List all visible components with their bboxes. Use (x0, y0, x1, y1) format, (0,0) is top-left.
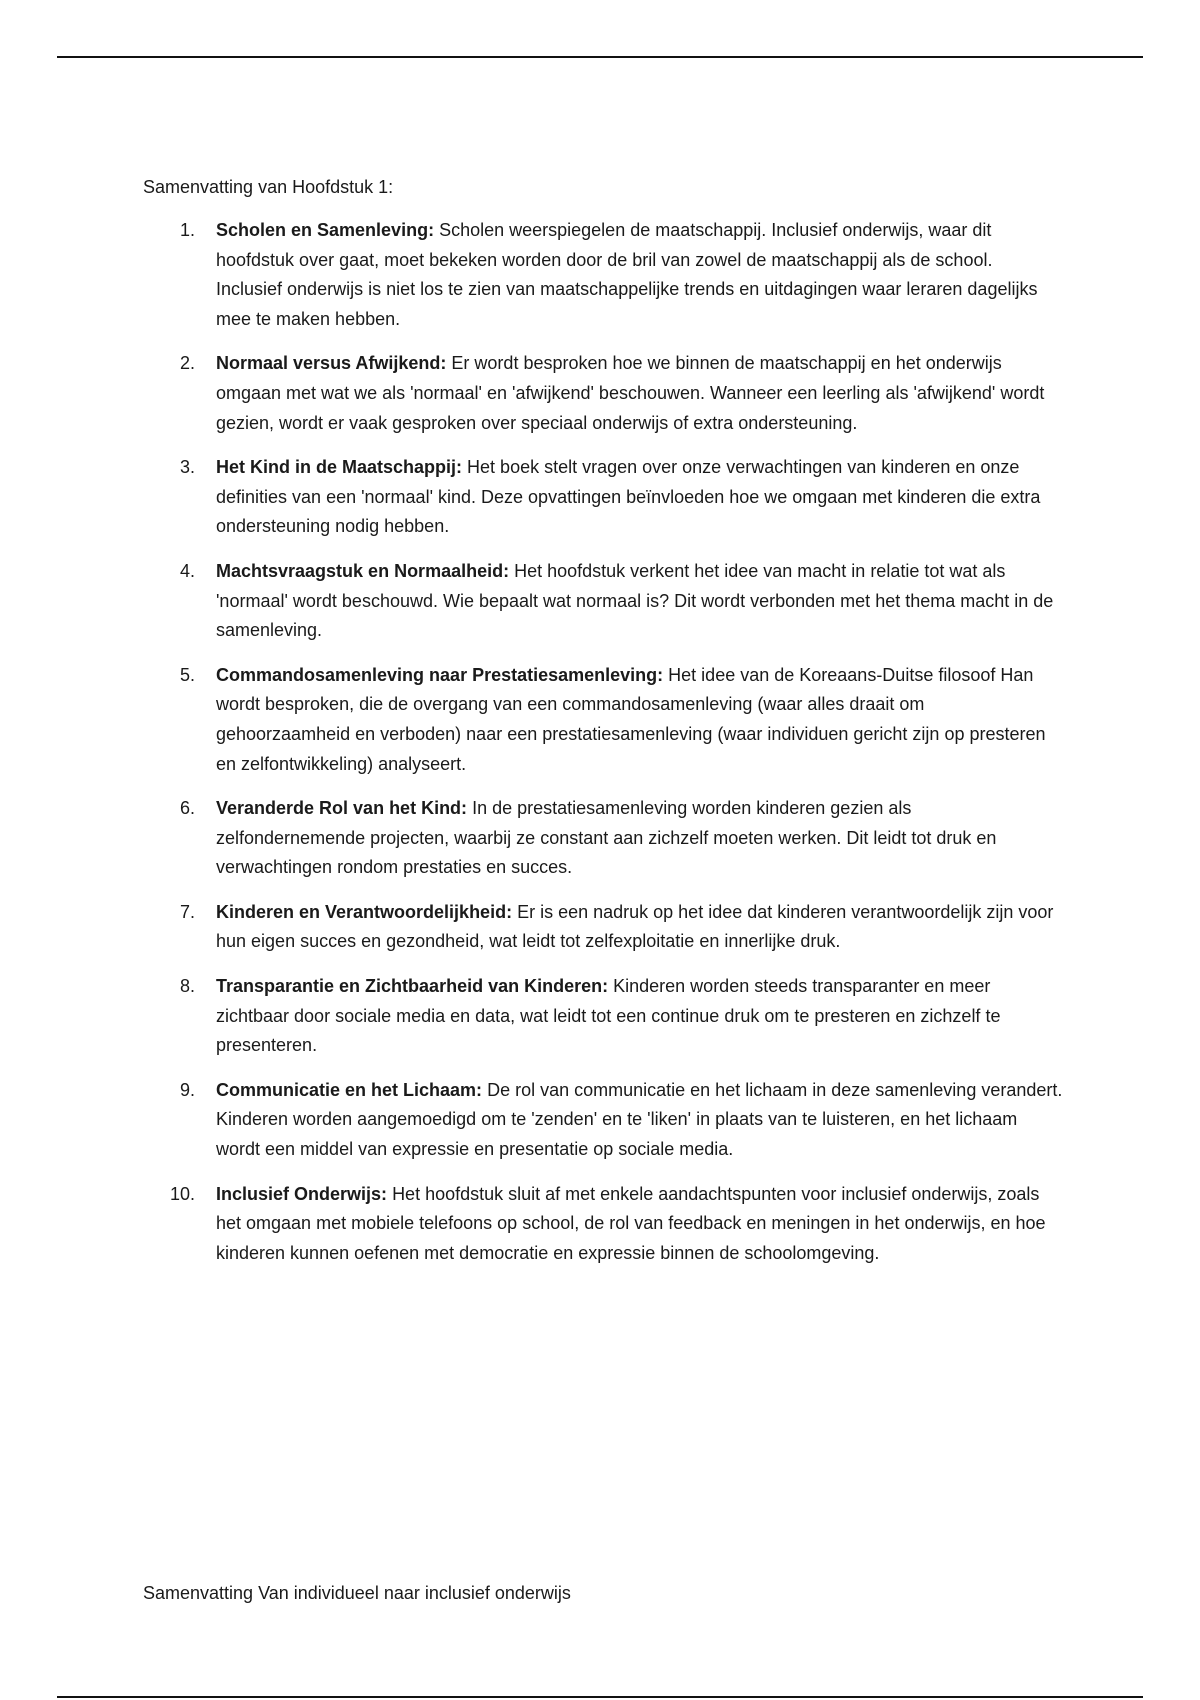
list-item-text: Kinderen worden steeds transparanter en meer zichtbaar door sociale media en data, wat leidt tot een continue druk om te presteren en zichzelf te presenteren. (216, 976, 1001, 1056)
list-item-text: Het boek stelt vragen over onze verwachtingen van kinderen en onze definities van een 'normaal' kind. Deze opvattingen beïnvloeden hoe we omgaan met kinderen die extra ondersteuning nodig hebben. (216, 457, 1041, 537)
summary-list (143, 216, 1063, 1283)
list-item-text: Het hoofdstuk verkent het idee van macht in relatie tot wat als 'normaal' wordt beschouwd. Wie bepaalt wat normaal is? Dit wordt verbonden met het thema macht in de samenleving. (216, 560, 1054, 641)
bottom-rule (57, 1696, 1143, 1698)
list-item (143, 972, 1063, 1061)
list-item-title: Veranderde Rol van het Kind: (216, 798, 468, 819)
list-item-number: 6. (179, 798, 195, 819)
list-item-text: Het hoofdstuk sluit af met enkele aandachtspunten voor inclusief onderwijs, zoals het omgaan met mobiele telefoons op school, de rol van feedback en meningen in het onderwijs, en hoe kinderen kunnen oefenen met democratie en expressie binnen de schoolomgeving. (216, 1183, 1046, 1263)
document-footer: Samenvatting Van individueel naar inclusief onderwijs (143, 1583, 571, 1603)
list-item (143, 557, 1063, 646)
list-item (143, 453, 1063, 542)
document-heading: Samenvatting van Hoofdstuk 1: (143, 177, 394, 197)
list-item-number: 10. (169, 1183, 195, 1204)
list-item (143, 216, 1063, 334)
list-item (143, 349, 1063, 438)
list-item-title: Communicatie en het Lichaam: (216, 1079, 483, 1100)
list-item-text: De rol van communicatie en het lichaam in deze samenleving verandert. Kinderen worden aangemoedigd om te 'zenden' en te 'liken' in plaats van te luisteren, en het lichaam wordt een middel van expressie en presentatie op sociale media. (216, 1079, 1063, 1160)
list-item-number: 1. (179, 220, 195, 240)
list-item-title: Scholen en Samenleving: (216, 220, 435, 240)
list-item-title: Normaal versus Afwijkend: (216, 353, 447, 374)
list-item-number: 7. (179, 901, 195, 922)
list-item-text: Het idee van de Koreaans-Duitse filosoof Han wordt besproken, die de overgang van een commandosamenleving (waar alles draait om gehoorzaamheid en verboden) naar een prestatiesamenleving (waar individuen gericht zijn op presteren en zelfontwikkeling) analyseert. (216, 664, 1046, 774)
list-item-text: Er is een nadruk op het idee dat kinderen verantwoordelijk zijn voor hun eigen succes en gezondheid, wat leidt tot zelfexploitatie en innerlijke druk. (216, 901, 1054, 952)
list-item (143, 661, 1063, 779)
list-item-number: 8. (179, 976, 195, 997)
list-item-title: Kinderen en Verantwoordelijkheid: (216, 901, 513, 922)
list-item-text: Er wordt besproken hoe we binnen de maatschappij en het onderwijs omgaan met wat we als 'normaal' en 'afwijkend' beschouwen. Wanneer een leerling als 'afwijkend' wordt gezien, wordt er vaak gesproken over speciaal onderwijs of extra ondersteuning. (216, 353, 1045, 433)
list-item-title: Het Kind in de Maatschappij: (216, 457, 463, 478)
list-item-number: 4. (179, 560, 195, 581)
list-item-text: Scholen weerspiegelen de maatschappij. Inclusief onderwijs, waar dit hoofdstuk over gaat, moet bekeken worden door de bril van zowel de maatschappij als de school. Inclusief onderwijs is niet los te zien van maatschappelijke trends en uitdagingen waar leraren dagelijks mee te maken hebben. (216, 220, 1038, 329)
list-item-title: Transparantie en Zichtbaarheid van Kinderen: (216, 976, 609, 997)
list-item (143, 794, 1063, 883)
list-item-title: Machtsvraagstuk en Normaalheid: (216, 560, 510, 581)
top-rule (57, 56, 1143, 58)
list-item-text: In de prestatiesamenleving worden kinderen gezien als zelfondernemende projecten, waarbij ze constant aan zichzelf moeten werken. Dit leidt tot druk en verwachtingen rondom prestaties en succes. (216, 798, 997, 878)
list-item-title: Inclusief Onderwijs: (216, 1183, 388, 1204)
list-item (143, 1076, 1063, 1165)
list-item-title: Commandosamenleving naar Prestatiesamenleving: (216, 664, 664, 685)
list-item-number: 3. (179, 457, 195, 478)
list-item-number: 2. (179, 353, 195, 374)
list-item (143, 1180, 1063, 1269)
list-item (143, 898, 1063, 957)
list-item-number: 9. (179, 1079, 195, 1100)
list-item-number: 5. (179, 664, 195, 685)
